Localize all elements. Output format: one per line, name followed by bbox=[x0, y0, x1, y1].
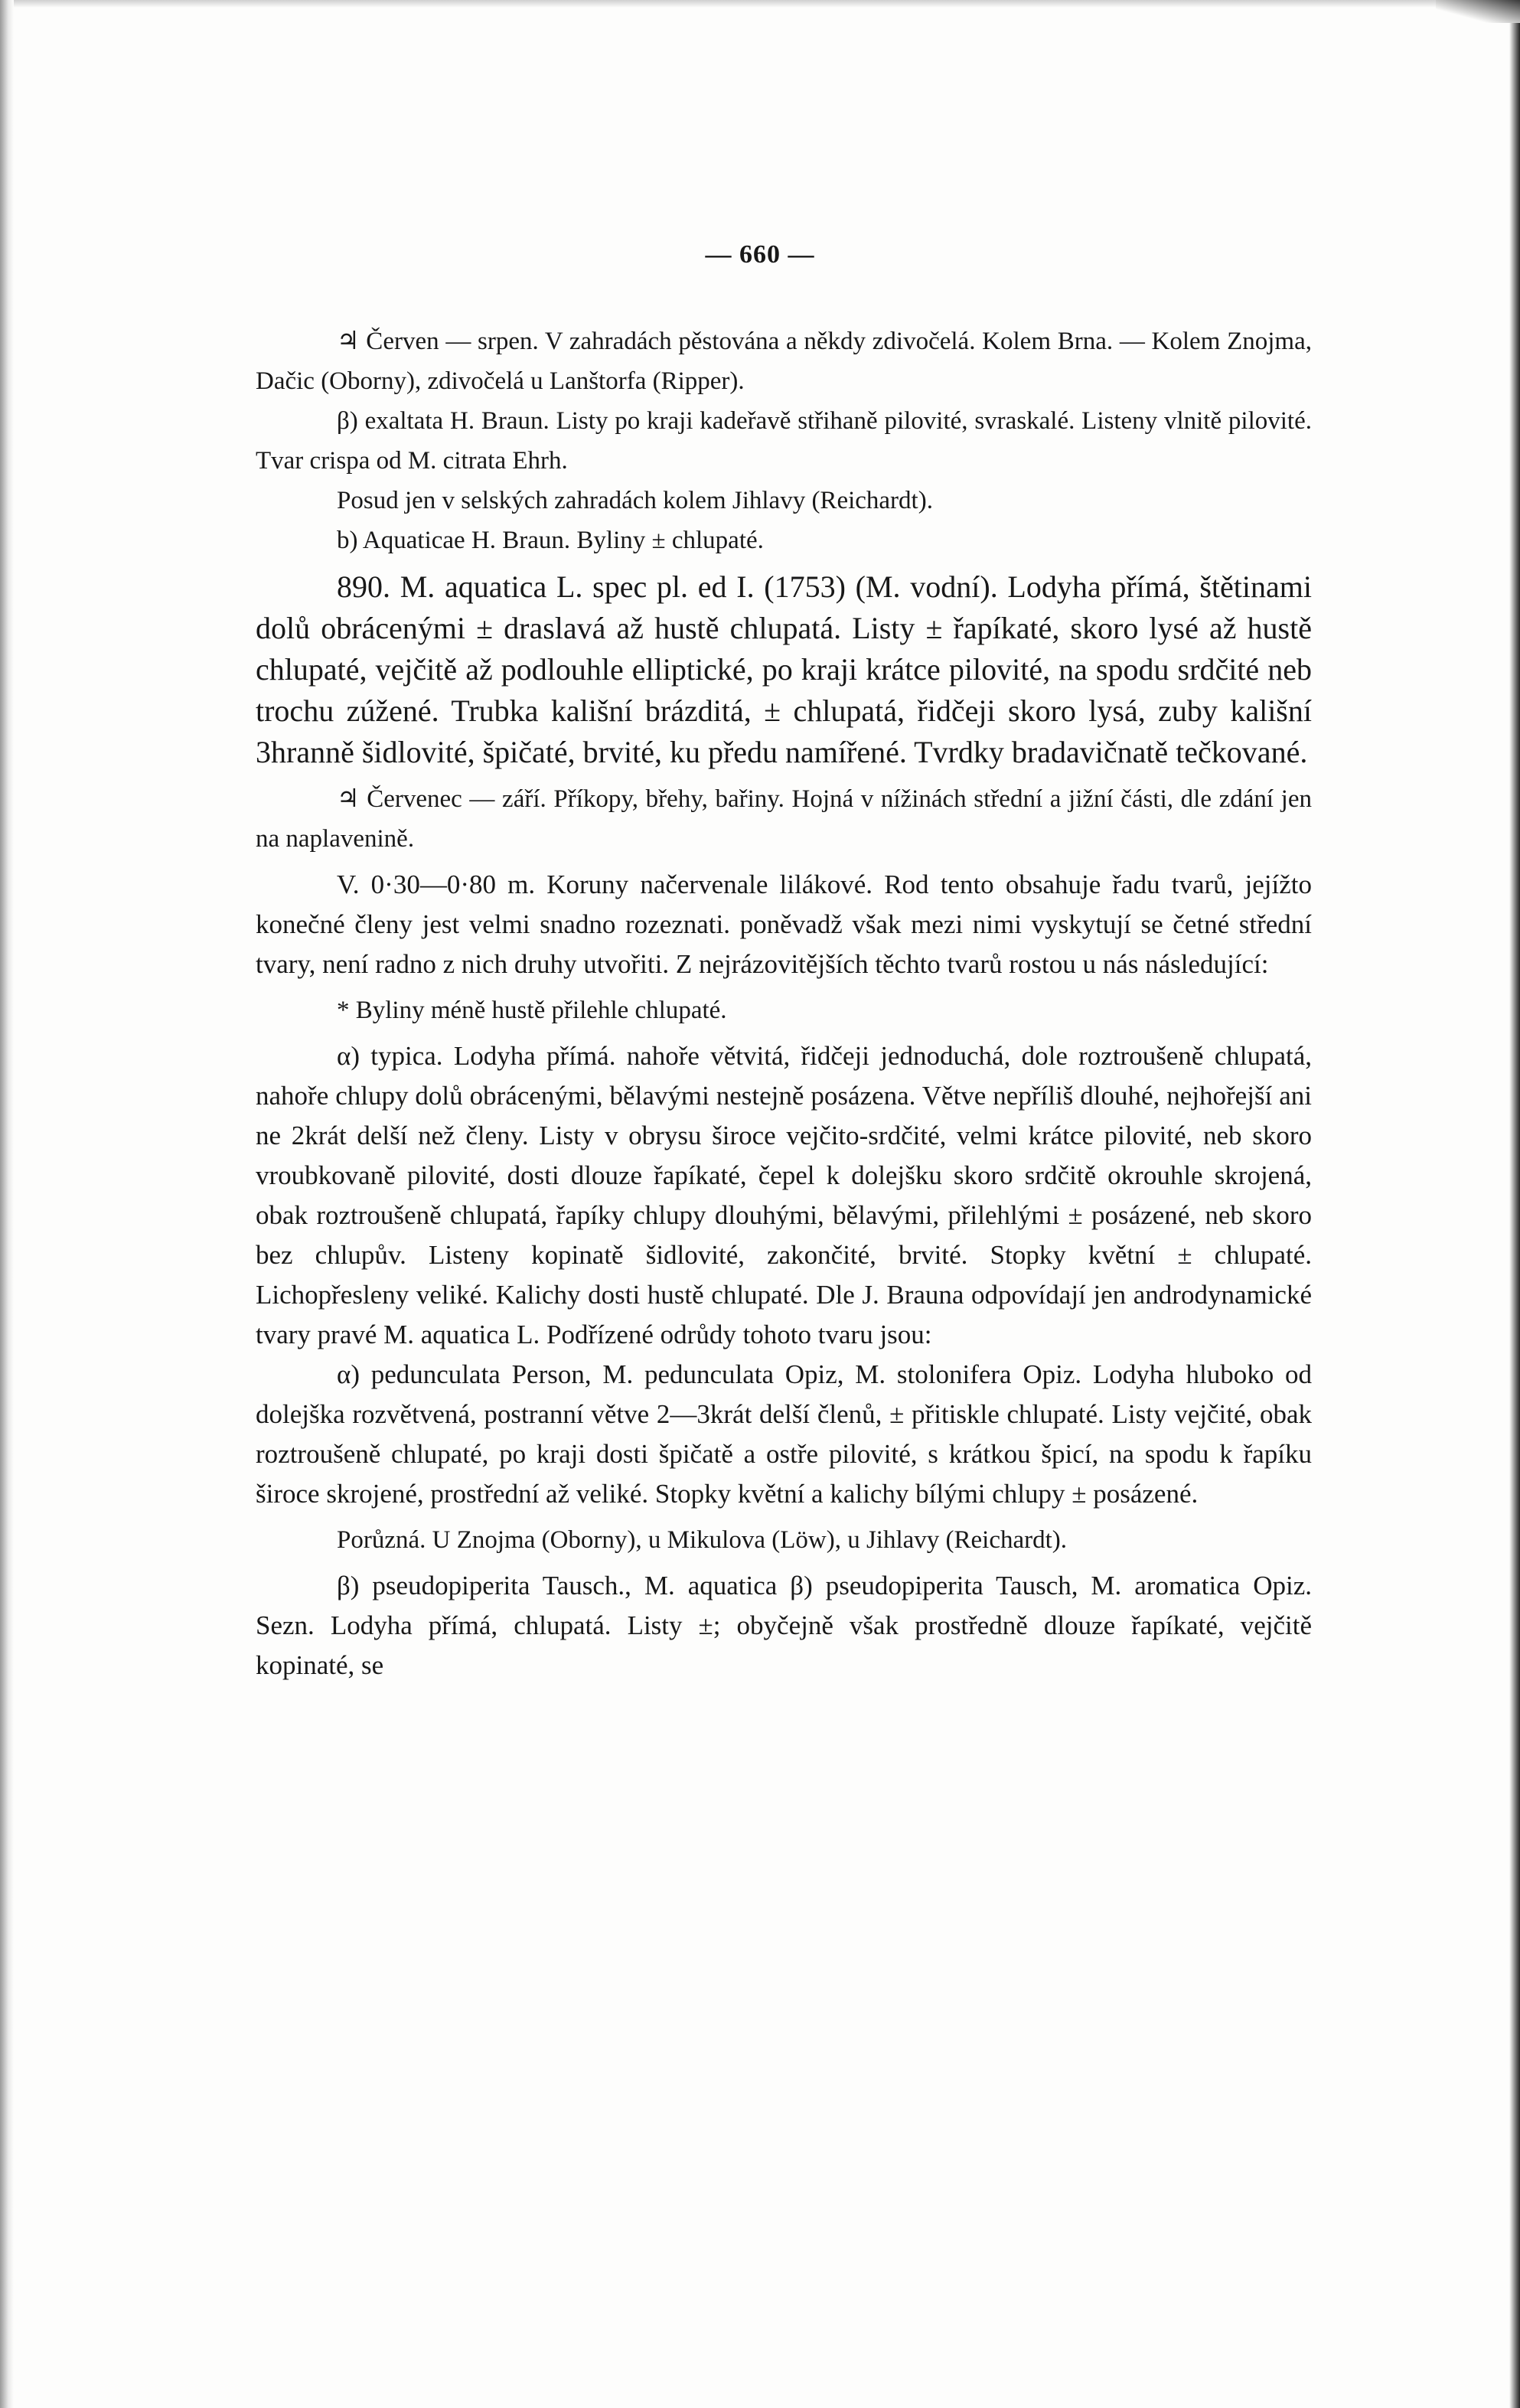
paragraph-flowering-1: ♃ Červen — srpen. V zahradách pěstována a někdy zdivočelá. Kolem Brna. — Kolem Znojma, Dačic (Oborny), zdivočelá u Lanštorfa (Ripper). bbox=[256, 328, 1312, 395]
paragraph-byliny: * Byliny méně hustě přilehle chlupaté. bbox=[337, 997, 727, 1024]
scan-edge-left bbox=[0, 0, 14, 2408]
paragraph-b-aquaticae: b) Aquaticae H. Braun. Byliny ± chlupaté. bbox=[337, 527, 764, 554]
paragraph-alpha-typica: α) typica. Lodyha přímá. nahoře větvitá, řidčeji jednoduchá, dole roztroušeně chlupatá, nahoře chlupy dolů obrácenými, bělavými nestejně posázena. Větve nepříliš dlouhé, nejhořejší ani ne 2krát delší než členy. Listy v obrysu široce vejčito-srdčité, velmi krátce pilovité, neb skoro vroubkovaně pilovité, dosti dlouze řapíkaté, čepel k dolejšku skoro srdčitě okrouhle skrojená, obak roztroušeně chlupatá, řapíky chlupy dlouhými, bělavými, přilehlými ± posázené, neb skoro bez chlupův. Listeny kopinatě šidlovité, zakončité, brvité. Stopky květní ± chlupaté. Lichopřesleny veliké. Kalichy dosti hustě chlupaté. Dle J. Brauna odpovídají jen androdynamické tvary pravé M. aquatica L. Podřízené odrůdy tohoto tvaru jsou: bbox=[256, 1041, 1312, 1349]
paragraph-flowering-2: ♃ Červenec — září. Příkopy, břehy, bařiny. Hojná v nížinách střední a jižní části, dle zdání jen na naplavenině. bbox=[256, 785, 1312, 853]
scan-edge-right bbox=[1509, 0, 1520, 2408]
paragraph-beta-pseudopiperita: β) pseudopiperita Tausch., M. aquatica β) pseudopiperita Tausch, M. aromatica Opiz. Sezn. Lodyha přímá, chlupatá. Listy ±; obyčejně však prostředně dlouze řapíkaté, vejčitě kopinaté, se bbox=[256, 1571, 1312, 1680]
paragraph-v-koruny: V. 0·30—0·80 m. Koruny načervenale lilákové. Rod tento obsahuje řadu tvarů, jejížto konečné členy jest velmi snadno rozeznati. poněvadž však mezi nimi vyskytují se četné střední tvary, není radno z nich druhy utvořiti. Z nejrázovitějších těchto tvarů rostou u nás následující: bbox=[256, 870, 1312, 979]
paragraph-alpha-pedunculata: α) pedunculata Person, M. pedunculata Opiz, M. stolonifera Opiz. Lodyha hluboko od dolejška rozvětvená, postranní větve 2—3krát delší členů, ± přitiskle chlupaté. Listy vejčité, obak roztroušeně chlupaté, po kraji dosti špičatě a ostře pilovité, s krátkou špicí, na spodu k řapíku široce skrojené, prostřední až veliké. Stopky květní a kalichy bílými chlupy ± posázené. bbox=[256, 1359, 1312, 1509]
page-body bbox=[256, 321, 1312, 1685]
paragraph-beta-exaltata: β) exaltata H. Braun. Listy po kraji kadeřavě střihaně pilovité, svraskalé. Listeny vlnitě pilovité. Tvar crispa od M. citrata Ehrh. bbox=[256, 407, 1312, 475]
scan-edge-top bbox=[0, 0, 1520, 8]
scan-corner-shadow bbox=[1436, 0, 1520, 23]
page-number: — 660 — bbox=[705, 240, 815, 269]
paragraph-species-890: 890. M. aquatica L. spec pl. ed I. (1753) (M. vodní). Lodyha přímá, štětinami dolů obrácenými ± draslavá až hustě chlupatá. Listy ± řapíkaté, skoro lysé až hustě chlupaté, vejčitě až podlouhle elliptické, po kraji krátce pilovité, na spodu srdčité neb trochu zúžené. Trubka kališní brázditá, ± chlupatá, řidčeji skoro lysá, zuby kališní 3hranně šidlovité, špičaté, brvité, ku předu namířené. Tvrdky bradavičnatě tečkované. bbox=[256, 569, 1312, 769]
paragraph-porizna: Porůzná. U Znojma (Oborny), u Mikulova (Löw), u Jihlavy (Reichardt). bbox=[337, 1526, 1068, 1554]
paragraph-posud: Posud jen v selských zahradách kolem Jihlavy (Reichardt). bbox=[337, 487, 933, 514]
